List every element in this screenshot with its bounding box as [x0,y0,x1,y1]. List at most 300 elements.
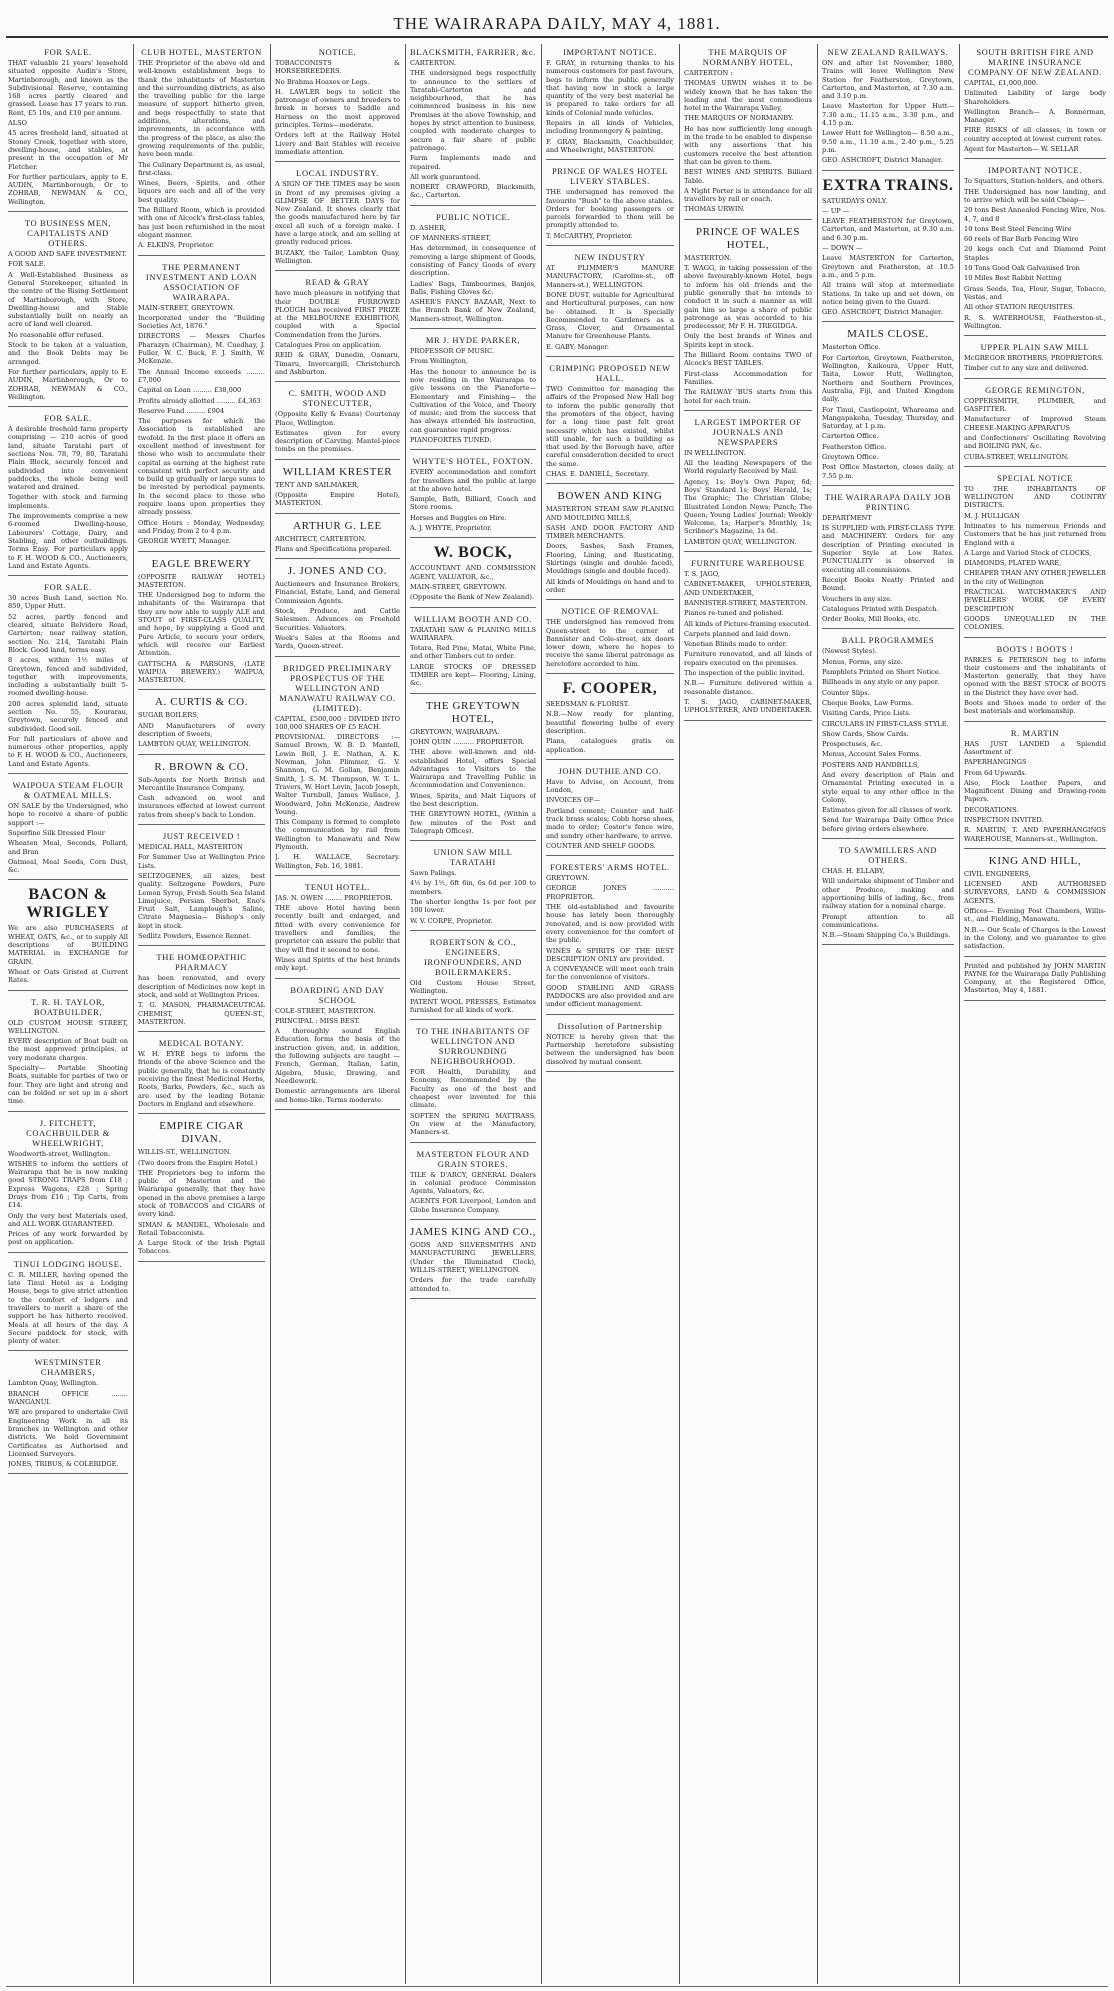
ad-text: From 6d Upwards. [964,768,1027,777]
ad-text: Estimates given for all classes of work. [822,806,953,815]
ad-text: TWO Committee for managing the affairs of the Proposed New Hall beg to inform the public generally that the promoters of the object, having for a long time past felt great necessity which has existed, whilst still unable, for such a building as that used by the Borough have, after careful consideration decided to erect the same. [546,385,674,468]
ad-heading: EMPIRE CIGAR DIVAN. [159,1120,244,1146]
ad-heading: CRIMPING PROPOSED NEW HALL. [549,363,671,384]
advertisement [275,44,400,162]
ad-text: CHAS. E. DANIELL, Secretary. [546,469,650,478]
ad-text: Orders for the trade carefully attended to. [410,1276,536,1293]
ad-text: (OPPOSITE RAILWAY HOTEL) MASTERTON. [138,572,265,589]
ad-text: MEDICAL HALL, MASTERTON [138,843,243,852]
ad-heading: WILLIAM KRESTER [282,465,393,478]
advertisement [546,487,674,600]
advertisement [546,763,674,856]
ad-heading: SPECIAL NOTICE [997,472,1073,483]
ad-text: The Annual Income exceeds ......... £7,000 [138,367,265,384]
ad-text: Wines and Spirits of the best brands only kept. [275,955,400,973]
advertisement [410,1146,536,1220]
ad-heading: TO THE INHABITANTS OF WELLINGTON AND SURROUNDING NEIGHBOURHOOD. [416,1026,530,1067]
ad-text: For further particulars, apply to E. AUDIN, Martinborough, Or to ZOHRAB, NEWMAN & CO., Wellington. [8,367,128,401]
ad-text: Plans, catalogues gratis on application. [546,737,674,754]
ad-text: Masterton Office. [822,343,881,352]
ad-text: Repairs in all kinds of Vehicles, including Ironmongery & painting. [546,119,674,136]
ad-heading: MAILS CLOSE. [847,328,929,341]
ad-text: Cash advanced on wool and insurances effected at lowest current rates from sheep's back to London. [138,794,265,819]
ad-text: (Newest Styles). [822,647,877,656]
ad-text: All the leading Newspapers of the World regularly Received by Mail. [684,459,812,476]
advertisement [964,470,1106,638]
ad-text: We are also PURCHASERS of WHEAT, OATS, &c., or to supply All descriptions of BUILDING MATERIAL in EXCHANGE for GRAIN. [8,924,128,966]
ad-text: has been renovated, and every description of Medicines now kept in stock, and sold at Wellington Prices. [138,974,265,999]
ad-heading: FOR SALE. [44,582,92,593]
ad-text: GEO. ASHCROFT, District Manager. [822,156,943,165]
ad-heading: MR J. HYDE PARKER, [425,335,521,346]
advertisement [964,852,1106,957]
ad-text: TILE & D'ARCY, GENERAL Dealers in colonial produce Commission Agents, Valuators, &c. [410,1170,536,1196]
ad-text: (Opposite Kelly & Evans) Courtenay Place, Wellington. [275,410,400,427]
ad-text: Auctioneers and Insurance Brokers, Financial, Estate, Land, and General Commission Agents. [275,580,400,605]
ad-text: Pamphlets Printed on Short Notice. [822,668,941,677]
ad-heading: JAMES KING AND CO., [410,1226,536,1239]
ad-text: 20 tons Best Annealed Fencing Wire, Nos. 4, 7, and 8 [964,206,1106,223]
ad-text: LAMBTON QUAY, WELLINGTON. [138,740,251,749]
ad-text: TENT AND SAILMAKER, [275,480,359,489]
ad-text: CAPITAL, £500,000 : DIVIDED INTO 100,000 SHARES OF £5 EACH. [275,714,400,731]
ad-text: T. S. JAGO, [684,570,720,579]
ad-text: IS SUPPLIED with FIRST-CLASS TYPE and MACHINERY. Orders for any description of Printing executed in Superior Style at Low Rates. PUNCTUALITY is observed in executing all commissions. [822,524,954,574]
ad-text: The inspection of the public invited. [684,669,805,678]
ad-text: T. G. MASON, PHARMACEUTICAL CHEMIST, QUEEN-ST., MASTERTON. [138,1001,265,1026]
ad-text: and Confectioners' Oscillating Revolving and BOILING PAN, &c. [964,433,1106,451]
ad-text: A GOOD AND SAFE INVESTMENT. [8,250,127,259]
ad-heading: READ & GRAY [305,277,370,288]
advertisement [410,209,536,329]
ad-text: HAS JUST LANDED a Splendid Assortment of [964,739,1106,756]
ad-text: Wheaten Meal, Seconds, Pollard, and Bran [8,839,128,856]
advertisement [275,660,400,876]
ad-text: Furniture renovated, and all kinds of repairs executed on the premises. [684,650,812,667]
advertisement [8,883,128,990]
ad-text: CAPITAL, £1,000,000. [964,79,1039,87]
ad-heading: NOTICE OF REMOVAL [561,606,659,617]
ad-heading: JOHN DUTHIE AND CO. [558,765,662,776]
ad-text: THE GREYTOWN HOTEL, (Within a few minutes of the Post and Telegraph Offices). [410,810,536,835]
ad-text: ON SALE by the Undersigned, who hope to receive a share of public support :— [8,802,128,827]
ad-heading: LOCAL INDUSTRY. [296,168,379,179]
column-1 [8,44,128,1984]
ad-heading: T. R. H. TAYLOR, BOATBUILDER, [31,996,105,1017]
ad-text: GODS AND SILVERSMITHS AND MANUFACTURING JEWELLERS, (Under the Illuminated Clock), WILLIS-STREET, WELLINGTON. [410,1241,536,1274]
ad-text: have much pleasure in notifying that their DOUBLE FURROWED PLOUGH has received FIRST PRIZE at the MELBOURNE EXHIBITION, coupled with a Special Commendation from the Jurors. [275,289,400,339]
ad-text: Greytown Office. [822,452,879,461]
ad-text: 52 acres, partly fenced and cleared, situate Belvidere Road, Carterton; near railway station, section No. 214, Taratahi Plain Block. Good land, terms easy. [8,612,128,654]
advertisement [8,1354,128,1474]
ad-heading: THE GREYTOWN HOTEL, [425,699,521,725]
ad-heading: F. COOPER, [562,680,658,698]
ad-heading: FURNITURE WAREHOUSE [691,558,805,569]
ad-text: REID & GRAY, Dunedin, Oamaru, Timaru, Invercargill, Christchurch and Ashburton. [275,351,400,376]
advertisement [684,44,812,220]
ad-text: IN WELLINGTON. [684,448,746,457]
ad-text: Prospectuses, &c. [822,740,883,749]
ad-heading: MASTERTON FLOUR AND GRAIN STORES. [416,1148,530,1169]
ad-text: N.B.—Steam Shipping Co.'s Buildings. [822,931,951,940]
ad-text: Plans and Specifications prepared. [275,544,392,553]
ad-text: Orders left at the Railway Hotel Livery and Bait Stables will receive immediate attention. [275,131,400,156]
ad-text: Counter Slips. [822,688,870,697]
ad-text: Prices of any work forwarded by post on application. [8,1230,128,1247]
ad-text: Superfine Silk Dressed Flour [8,828,105,837]
ad-text: GREYTOWN, WAIRARAPA. [410,727,500,736]
advertisement [138,758,265,825]
ad-text: T. McCARTHY, Proprietor. [546,231,633,240]
column-3 [275,44,400,1984]
ad-text: JONES, TRIBUS, & COLERIDGE. [8,1460,119,1469]
ad-text: Have to Advise, on Account, from London, [546,777,674,795]
ad-heading: THE WAIRARAPA DAILY JOB PRINTING [824,491,952,512]
ad-text: He has now sufficiently long enough in the trade to be enabled to dispense with any assertions that his customers receive the best attention that can be given to them. [684,124,812,166]
ad-text: Unlimited Liability of large body Shareholders. [964,89,1106,106]
ad-text: 30 acres Bush Land, section No. 859, Upper Hutt. [8,594,128,611]
ad-text: H. LAWLER begs to solicit the patronage of owners and breeders to break in horses to Saddle and Harness on the most approved principles. Terms—moderate. [275,87,400,130]
ad-text: Wines, Beers, Spirits, and other liquors are each and all of the very best quality. [138,179,265,204]
ad-text: FOR SALE. [8,260,46,269]
ad-heading: BOOTS ! BOOTS ! [996,643,1074,654]
ad-text: TARATAHI SAW & PLANING MILLS WAIRARAPA. [410,625,536,642]
ad-heading: J. JONES AND CO. [287,565,388,578]
ad-text: THAT valuable 21 years' leasehold situated opposite Audin's Store, Martinborough, and known as the Subdivisional Reserve, containing 168 acres partly cleared and grassed. Lease has 17 years to run. Rent, £5 10s, and £10 per annum. [8,59,128,117]
ad-text: Only the best brands of Wines and Spirits kept in stock. [684,332,812,349]
ad-text: Specialty— Portable Shooting Boats, suitable for parties of two or four. They are light and strong and can be folded or set up in a short time. [8,1064,128,1106]
ad-text: BANNISTER-STREET, MASTERTON. [684,598,808,607]
ad-heading: THE MARQUIS OF NORMANBY HOTEL, [702,47,794,67]
advertisement [410,611,536,694]
ad-heading: R. BROWN & CO. [154,760,249,773]
column-8 [964,44,1106,1984]
ad-text: THE above Hotel having been recently built and enlarged, and fitted with every convenience for travellers and families, the proprietor can assure the public that they will find it second to none. [275,904,400,954]
ad-text: FOR Health, Durability, and Economy, Recommended by the Faculty as one of the best and cheapest over invented for this climate. [410,1068,536,1110]
ad-heading: A. CURTIS & CO. [155,696,248,709]
ad-heading: FOR SALE. [44,413,92,424]
advertisement [275,463,400,514]
ad-text: PARKES & PETERSON beg to inform their customers and the inhabitants of Masterton generally, that they have opened with the BEST STOCK of BOOTS in the District they have ever had. [964,655,1106,697]
advertisement [822,489,954,630]
ad-text: N.B.— Our Scale of Charges is the Lowest in the Colony, and we guarantee to give satisfaction. [964,925,1106,951]
ad-text: THOMAS URWIN wishes it to be widely known that he has taken the leading and the most commodious hotel in the Wairarapa Valley, [684,79,812,113]
ad-heading: KING AND HILL, [988,854,1082,867]
advertisement [138,949,265,1032]
ad-heading: JUST RECEIVED ! [162,831,241,842]
ad-text: Pianos re-tuned and polished. [684,609,784,618]
ad-heading: TINUI LODGING HOUSE. [13,1258,123,1269]
ad-text: ASHER'S FANCY BAZAAR, Next to the Branch Bank of New Zealand, Manners-street, Wellington. [410,298,536,323]
ad-text: Wheat or Oats Gristed at Current Rates. [8,967,128,985]
ad-text: Post Office Masterton, closes daily, at 7.55 p.m. [822,463,954,480]
ad-text: The shorter lengths 1s per foot per 100 lower. [410,898,536,915]
ad-text: Offices— Evening Post Chambers, Willis-st., and Fielding, Manawatu. [964,907,1106,924]
ad-text: Leave MASTERTON for Carterton, Greytown and Featherston, at 10.5 a.m., and 5 p.m. [822,254,954,279]
ad-heading: PRINCE OF WALES HOTEL LIVERY STABLES. [551,166,669,187]
ad-text: Agent for Masterton— W. SELLAR [964,145,1079,154]
ad-text: All other STATION REQUISITES. [964,303,1075,312]
ad-text: ACCOUNTANT AND COMMISSION AGENT, VALUATOR, &c., [410,564,536,581]
advertisement [822,325,954,485]
ad-text: AND Manufacturers of every description of Sweets, [138,721,265,738]
advertisement [822,842,954,945]
ad-text: To Squatters, Station-holders, and others. [964,177,1105,186]
ad-text: CIRCULARS IN FIRST-CLASS STYLE. [822,719,949,728]
ad-text: D. ASHER, [410,223,447,232]
advertisement [138,555,265,691]
ad-heading: BALL PROGRAMMES [841,635,935,646]
ad-text: SUGAR BOILERS, [138,711,199,720]
ad-text: Order Books, Mill Books, etc. [822,615,921,624]
ad-text: A SIGN OF THE TIMES may be seen in front of my premises giving a GLIMPSE OF BETTER DAYS for New Zealand. It shows clearly that the goods manufactured here by far excel all such of a foreign make. I have a large stock, and am selling at greatly reduced prices. [275,180,400,247]
column-5 [546,44,674,1984]
ad-text: POSTERS AND HANDBILLS, [822,760,920,769]
ad-text: R. MARTIN, T. AND PAPERHANGINGS WAREHOUSE, Manners-st., Wellington. [964,826,1106,843]
ad-text: The Culinary Department is, as usual, first-class. [138,160,265,177]
ad-text: NOTICE is hereby given that the Partnership heretofore subsisting between the undersigned has been dissolved by mutual consent. [546,1032,674,1066]
advertisement [822,44,954,171]
ad-heading: WAIPOUA STEAM FLOUR & OATMEAL MILLS. [12,780,124,801]
ad-text: SOFTEN the SPRING MATTRASS. On view at the Manufactory, Manners-st. [410,1111,536,1137]
ad-text: The improvements comprise a new 6-roomed Dwelling-house, Labourers' Cottage, Dairy, and Stabling, and other outbuildings. Terms Easy. For particulars apply to F. H. WOOD & CO., Auctioneers, Land and Estate Agents. [8,512,128,570]
ad-text: GREYTOWN. [546,874,590,883]
ad-heading: THE PERMANENT INVESTMENT AND LOAN ASSOCIATION OF WAIRARAPA. [145,261,258,302]
ad-text: 10 tons Best Steel Fencing Wire [964,224,1072,233]
ad-text: Menus, Forms, any size. [822,657,903,666]
ad-text: Office Hours : Monday, Wednesday, and Friday, from 2 to 4 p.m. [138,518,265,535]
ad-text: THE undersigned begs respectfully to announce to the settlers of Taratahi-Carterton and neighbourhood, that he has commenced business in his new Premises at the above Township, and hopes by strict attention to business, coupled with moderate charges to secure a fair share of public patronage. [410,69,536,152]
ad-text: JOHN QUIN .......... PROPRIETOR. [410,737,525,746]
ad-text: McGREGOR BROTHERS, PROPRIETORS. [964,354,1104,363]
column-6 [684,44,812,1984]
ad-text: ROBERT CRAWFORD, Blacksmith, &c., Carterton. [410,183,536,200]
ad-text: Catalogues Free on application. [275,341,382,350]
ad-text: Ladies' Bags, Tambourines, Banjos, Balls, Fishing Gloves &c. [410,279,536,296]
ad-text: 200 acres splendid land, situate section No. 55, Kourarau, Greytown, securely fenced and subdivided. Good soil. [8,699,128,733]
ad-text: For Carterton, Greytown, Featherston, Wellington, Kaikoura, Upper Hutt, Taita, Lower Hutt, Wellington, Northern and Southern Provinces, Australia, Fiji, and United Kingdom daily. [822,353,954,404]
ad-text: WISHES to inform the settlers of Wairarapa that he is now making good STRONG TRAPS from £18 ; Express Wagons, £28 ; Spring Drays from £16 ; Tip Carts, from £14. [8,1159,128,1210]
ad-text: PRACTICAL WATCHMAKER'S AND JEWELLERS' WORK OF EVERY DESCRIPTION [964,588,1106,613]
ad-text: Send for Wairarapa Daily Office Price before giving orders elsewhere. [822,816,954,833]
column-7 [822,44,954,1984]
ad-text: WILLIS-ST., WELLINGTON. [138,1148,232,1157]
ad-heading: TENUI HOTEL. [305,881,370,892]
ad-text: Menus, Account Sales Forms. [822,750,922,759]
ad-heading: EAGLE BREWERY [151,557,252,570]
advertisement [964,725,1106,849]
advertisement [684,414,812,552]
ad-text: 8 acres, within 1½ miles of Greytown, fenced and subdivided, together with improvements, including a substantially built 5-roomed dwelling-house. [8,656,128,698]
ad-text: A. J. WHYTE, Proprietor. [410,524,492,533]
ad-text: MASTERTON STEAM SAW PLANING AND MOULDING MILLS, [546,505,674,522]
ad-text: EVERY description of Boat built on the most approved principles, at very moderate charges. [8,1037,128,1062]
masthead [0,0,1114,40]
ad-text: Domestic arrangements are liberal and home-like. Terms moderate. [275,1087,400,1104]
ad-text: BEST WINES AND SPIRITS. Billiard Table. [684,168,812,185]
ad-text: A. ELKINS, Proprietor. [138,241,215,250]
advertisement [138,828,265,946]
advertisement [546,859,674,1014]
ad-text: A Large and Varied Stock of CLOCKS, [964,548,1092,557]
ad-text: LEAVE FEATHERSTON for Greytown, Carterton, and Masterton, at 9.30 a.m. and 6.30 p.m. [822,217,954,242]
advertisement [964,162,1106,336]
ad-text: FIRE RISKS of all classes, in town or country accepted at lowest current rates. [964,126,1106,143]
page-bottom-rule [6,1986,1108,1987]
ad-text: Sawn Palings. [410,869,457,878]
ad-text: THE above well-known and old-established Hotel, offers Special Advantages to Visitors to the Wairarapa and Travelling Public in Accommodation and Convenience. [410,748,536,790]
ad-text: All kinds of Picture-framing executed. [684,619,811,628]
advertisement [546,163,674,246]
ad-text: 60 reels of Bar Barb Fencing Wire [964,235,1079,244]
ad-heading: SOUTH BRITISH FIRE AND MARINE INSURANCE COMPANY OF NEW ZEALAND. [968,47,1102,77]
ad-text: DIAMONDS, PLATED WARE, [964,559,1062,568]
ad-text: BONE DUST, suitable for Agricultural and Horticultural purposes, can now be obtained. It is Specially Recommended to Gardeners as a Grass, Clover, and Ornamental Manure for Greenhouse Plants. [546,290,674,341]
ad-heading: FOR SALE. [44,47,92,57]
ad-text: F. GRAY, Blacksmith, Coachbuilder, and Wheelwright, MASTERTON. [546,137,674,154]
advertisement [964,382,1106,467]
advertisement [410,541,536,607]
advertisement [8,579,128,774]
ad-text: Stock to be taken at a valuation, and the Book Debts may be arranged. [8,341,128,366]
ad-text: THE Undersigned beg to inform the inhabitants of the Wairarapa that they are now able to supply ALE and STOUT of FIRST-CLASS QUALITY, and hope, by supplying a Good and Pure Article, to secure your orders, which will receive our Earliest Attention. [138,591,265,658]
ad-text: COLE-STREET, MASTERTON. [275,1006,376,1015]
ad-heading: TO BUSINESS MEN, CAPITALISTS AND OTHERS. [24,218,112,249]
ad-text: EVERY accommodation and comfort for travellers and the public at large at the above hotel. [410,468,536,493]
advertisement [410,697,536,842]
ad-text: C. R. MILLER, having opened the late Tinui Hotel as a Lodging House, begs to give strict attention to the comfort of lodgers and travellers to merit a share of the support he has hitherto received. Meals at all hours of the day. A Secure paddock for stock, with plenty of water. [8,1270,128,1346]
ad-text: Has determined, in consequence of removing a large shipment of Goods, consisting of Fancy Goods of every description. [410,244,536,278]
ad-heading: PRINCE OF WALES HOTEL, [695,225,801,251]
ad-text: Cheque Books, Law Forms. [822,698,914,707]
advertisement [275,165,400,271]
ad-heading: UPPER PLAIN SAW MILL [980,342,1090,353]
advertisement [546,249,674,357]
ad-text: Stock, Produce, and Cattle Salesmen. Advances on Freehold Securities. Valuators. [275,607,400,632]
ad-text: Lambton Quay, Wellington. [8,1379,99,1388]
ad-text: For full particulars of above and numerous other properties, apply to F. H. WOOD & CO., Auctioneers, Land and Estate Agents. [8,734,128,768]
ad-heading: IMPORTANT NOTICE. [988,165,1082,176]
newspaper-title: THE WAIRARAPA DAILY, MAY 4, 1881. [393,14,721,33]
ad-text: R. S. WATERHOUSE, Featherston-st., Wellington. [964,313,1106,330]
ad-text: Doors, Sashes, Sash Frames, Flooring, Lining, and Rusticating, Skirtings (single and double faced), Mouldings (single and double faced). [546,542,674,576]
ad-text: Horses and Buggies on Hire. [410,513,507,522]
ad-text: DIRECTORS — Messrs Charles Pharazyn (Chairman), M. Cuedhay, J. Fuller, W. C. Buck, F. J. Smith, W. McKenzie. [138,332,265,366]
ad-text: And every description of Plain and Ornamental Printing executed in a style equal to any other office in the Colony. [822,771,954,804]
ad-text: Receipt Books Neatly Printed and Bound. [822,575,954,593]
ad-text: Together with stock and farming implements. [8,493,128,510]
ad-text: W. V. CORPE, Proprietor. [410,916,493,925]
ad-text: From Wellington, [410,357,468,366]
ad-text: Manufacturer of Improved Steam CHEESE-MAKING APPARATUS [964,415,1106,432]
ad-text: Leave Masterton for Upper Hutt— 7.30 a.m., 11.15 a.m., 3.30 p.m., and 4.15 p.m. [822,102,954,128]
ad-text: SELTZOGENES, all sizes, best quality. Seltzogene Powders, Pure Lemon Syrup, Fresh South Sea Island Limejuice, Persian Sherbet, Eno's Fruit Salt, Lamplough's Saline, Citrate Magnesia— Bishop's only kept in stock. [138,871,265,930]
ad-text: CUBA-STREET, WELLINGTON. [964,452,1069,461]
ad-text: THOMAS URWIN. [684,205,745,214]
ad-text: CHEAPER THAN ANY OTHER JEWELLER in the city of Wellington [964,569,1106,586]
ad-text: SASH AND DOOR FACTORY AND TIMBER MERCHANTS. [546,523,674,541]
ad-text: Lower Hutt for Wellington— 8.50 a.m., 9.50 a.m., 11.10 a.m., 2.40 p.m., 5.25 p.m. [822,129,954,154]
ad-heading: ROBERTSON & CO., ENGINEERS, IRONFOUNDERS, AND BOILERMAKERS. [423,936,523,977]
ad-text: JAS. N. OWEN ........ PROPRIETOR. [275,893,393,902]
ad-text: GEO. ASHCROFT, District Manager. [822,308,943,317]
masthead-rule [6,36,1108,38]
ad-text: OF MANNERS-STREET, [410,234,491,243]
advertisement [410,453,536,538]
ad-text: THE Proprietors beg to inform the public of Masterton and the Wairarapa generally, that they have opened in the above premises a large stock of TOBACCOS and CIGARS of every kind. [138,1168,265,1219]
advertisement [275,385,400,459]
advertisement [8,215,128,407]
ad-heading: IMPORTANT NOTICE. [563,47,657,57]
advertisement [410,44,536,206]
advertisement [546,44,674,160]
ad-text: Also, Flock Leather Papers, and Magnificent Dining and Drawing-room Papers. [964,778,1106,804]
ad-text: N.B.— Furniture delivered within a reasonable distance. [684,679,812,696]
ad-heading: PUBLIC NOTICE. [435,211,511,222]
advertisement [275,879,400,979]
advertisement [410,1223,536,1299]
ad-text: Capital on Loan ......... £38,000 [138,386,242,395]
ad-text: T. WAGG, in taking possession of the above favourably-known Hotel, begs to inform his old friends and the public generally that he intends to conduct it in such a manner as will gain him so large a share of public patronage as was accorded to his predecessor, Mr F. H. TREGIDGA. [684,264,812,331]
ad-text: 10 Tons Good Oak Galvanised Iron [964,264,1080,273]
ad-text: Timber cut to any size and delivered. [964,364,1089,373]
ad-text: ON and after 1st November, 1880, Trains will leave Wellington New Station for Featherston, Greytown, Carterton, and Masterton, at 7.30 a.m. and 3.10 p.m. [822,59,954,101]
ad-text: T. S. JAGO, CABINET-MAKER, UPHOLSTERER, AND UNDERTAKER. [684,697,812,715]
ad-text: CIVIL ENGINEERS, [964,869,1031,878]
ad-text: WINES & SPIRITS OF THE BEST DESCRIPTION ONLY are provided. [546,946,674,963]
ad-text: GOOD STABLING AND GRASS PADDOCKS are also provided and are under efficient management. [546,983,674,1009]
ad-heading: BACON & WRIGLEY [26,886,110,922]
ad-heading: Dissolution of Partnership [557,1020,663,1031]
ad-heading: NOTICE. [318,47,357,57]
ad-text: PAPERHANGINGS [964,758,1027,767]
column-divider [817,44,818,1984]
ad-heading: BLACKSMITH, FARRIER, &c. [410,47,536,57]
ad-text: COUNTER AND SHELF GOODS. [546,841,656,850]
ad-heading: ARTHUR G. LEE [293,519,382,532]
ad-heading: J. FITCHETT, COACHBUILDER & WHEELWRIGHT, [26,1117,110,1148]
ad-text: Boots and Shoes made to order of the best materials and workmanship. [964,699,1106,716]
ad-text: Intimates to his numerous Friends and Customers that he has just returned from England with a [964,521,1106,547]
ad-text: The RAILWAY 'BUS starts from this hotel for each train. [684,388,812,405]
advertisement [546,603,674,674]
ad-text: Only the very best Materials used, and ALL WORK GUARANTEED. [8,1211,128,1228]
ad-text: INVOICES OF— [546,796,601,805]
ad-heading: TO SAWMILLERS AND OTHERS. [838,845,938,866]
ad-heading: WILLIAM BOOTH AND CO. [414,613,532,624]
ad-text: F. GRAY, in returning thanks to his numerous customers for past favours, begs to inform the public generally that having now in stock a large quantity of the very best material he is prepared to take orders for all kinds of Colonial made vehicles. [546,59,674,117]
ad-heading: NEW ZEALAND RAILWAYS. [827,47,949,57]
ad-text: Sub-Agents for North British and Mercantile Insurance Company. [138,775,265,792]
ad-text: ALSO [8,119,28,128]
advertisement [684,555,812,720]
ad-heading: BOARDING AND DAY SCHOOL [290,984,385,1005]
ad-text: The Billiard Room, which is provided with one of Alcock's first-class tables, has just been refurnished in the most elegant manner. [138,206,265,239]
ad-heading: EXTRA TRAINS. [822,176,954,194]
advertisement [410,844,536,931]
ad-text: Profits already allotted ......... £4,363 [138,396,261,405]
ad-text: Farm Implements made and repaired. [410,154,536,171]
advertisement [138,259,265,552]
ad-text: A Large Stock of the Irish Pigtail Tobaccos. [138,1239,265,1256]
ad-text: Portland cement; Counter and half-track brass scales; Cobb horse shoes, made to order; Coster's fence wire, and sundry other hardware, to arrive. [546,806,674,840]
ad-text: LARGE STOCKS OF DRESSED TIMBER are kept— Flooring, Lining, &c. [410,662,536,688]
ad-text: Oatmeal, Meal Seeds, Corn Dust, &c. [8,857,128,875]
ad-text: Venetian Blinds made to order. [684,640,788,649]
column-divider [959,44,960,1984]
ad-text: Show Cards, Show Cards. [822,729,909,738]
ad-text: No reasonable offer refused. [8,330,104,339]
